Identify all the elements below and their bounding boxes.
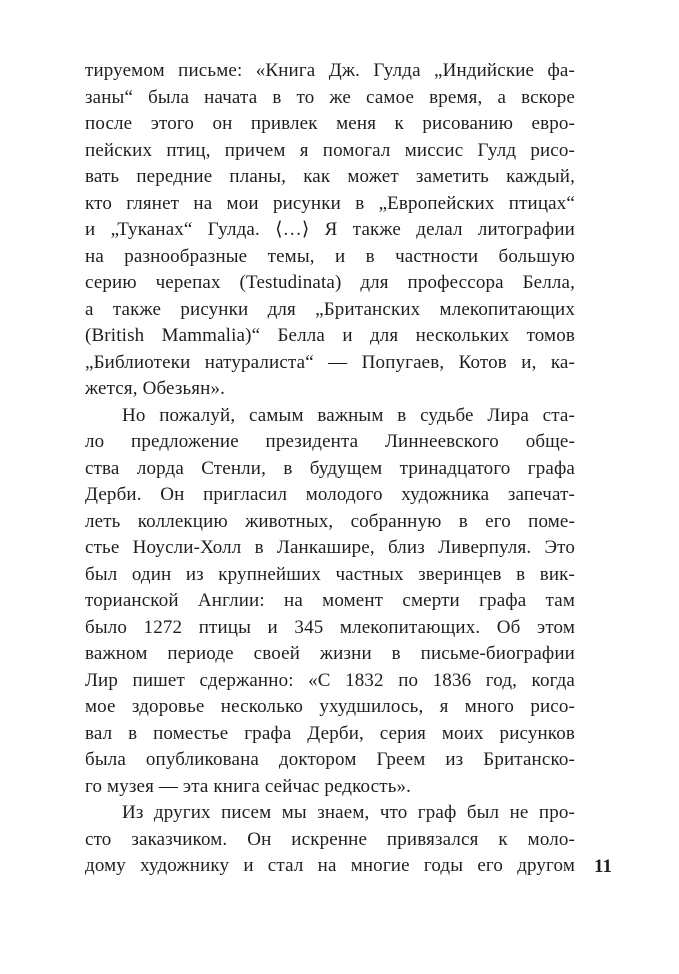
text-line: „Библиотеки натуралиста“ — Попугаев, Котов и, ка-	[85, 351, 575, 373]
text-line: и „Туканах“ Гулда. ⟨…⟩ Я также делал литографии	[85, 219, 575, 240]
text-line: Лир пишет сдержанно: «С 1832 по 1836 год, когда	[85, 669, 575, 691]
text-line: леть коллекцию животных, собранную в его поме-	[85, 510, 575, 532]
text-line: после этого он привлек меня к рисованию евро-	[85, 113, 575, 134]
text-line: Из других писем мы знаем, что граф был не про-	[122, 802, 575, 823]
text-line: мое здоровье несколько ухудшилось, я много рисо-	[85, 696, 575, 717]
paragraph	[85, 403, 575, 801]
text-line: сто заказчиком. Он искренне привязался к моло-	[85, 828, 575, 850]
text-line: торианской Англии: на момент смерти графа там	[85, 590, 575, 611]
text-line: (British Mammalia)“ Белла и для нескольких томов	[85, 325, 575, 346]
page-number: 11	[594, 856, 612, 877]
text-line: а также рисунки для „Британских млекопитающих	[85, 298, 575, 320]
text-line: заны“ была начата в то же самое время, а вскоре	[85, 86, 575, 108]
text-line: дому художнику и стал на многие годы его другом	[85, 855, 575, 876]
text-line: Но пожалуй, самым важным в судьбе Лира ста-	[122, 404, 575, 426]
text-line: ства лорда Стенли, в будущем тринадцатого графа	[85, 457, 575, 479]
text-line: была опубликована доктором Греем из Британско-	[85, 749, 575, 770]
text-line: тируемом письме: «Книга Дж. Гулда „Индийские фа-	[85, 60, 575, 81]
paragraph	[85, 58, 575, 403]
text-line: го музея — эта книга сейчас редкость».	[85, 775, 412, 797]
paragraph	[85, 800, 575, 880]
text-line: серию черепах (Testudinata) для профессора Белла,	[85, 272, 575, 293]
text-line: кто глянет на мои рисунки в „Европейских птицах“	[85, 192, 575, 214]
text-line: важном периоде своей жизни в письме-биографии	[85, 643, 575, 664]
text-line: жется, Обезьян».	[85, 378, 226, 399]
text-line: вал в поместье графа Дерби, серия моих рисунков	[85, 722, 575, 744]
text-line: ло предложение президента Линнеевского обще-	[85, 431, 575, 452]
text-line: Дерби. Он пригласил молодого художника запечат-	[85, 484, 575, 505]
text-line: пейских птиц, причем я помогал миссис Гулд рисо-	[85, 139, 575, 161]
text-line: на разнообразные темы, и в частности большую	[85, 245, 575, 267]
text-block	[85, 58, 575, 880]
text-line: стье Ноусли-Холл в Ланкашире, близ Ливерпуля. Это	[85, 537, 575, 558]
text-line: вать передние планы, как может заметить каждый,	[85, 166, 575, 187]
text-line: был один из крупнейших частных зверинцев в вик-	[85, 563, 575, 585]
text-line: было 1272 птицы и 345 млекопитающих. Об этом	[85, 616, 575, 638]
